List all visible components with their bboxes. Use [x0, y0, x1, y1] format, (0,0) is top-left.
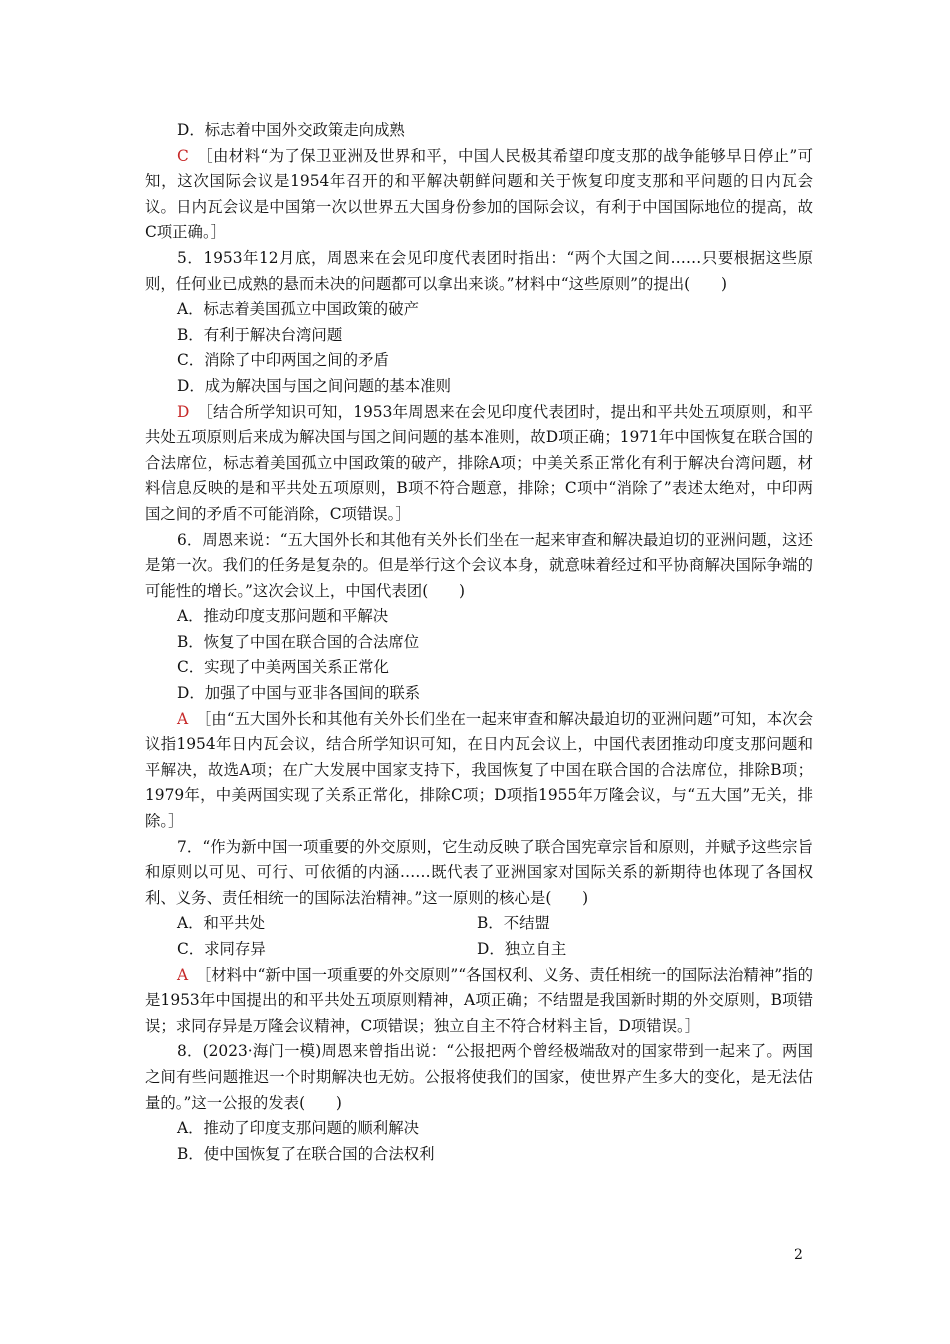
option-6a: A．推动印度支那问题和平解决: [177, 607, 389, 626]
option-5d: D．成为解决国与国之间问题的基本准则: [177, 376, 451, 395]
options-7-row-1: [145, 911, 813, 937]
answer-6: [145, 707, 813, 835]
page-number: 2: [794, 1247, 803, 1263]
option-6c: C．实现了中美两国关系正常化: [177, 658, 389, 677]
answer-7: [145, 963, 813, 1040]
option-6d: D．加强了中国与亚非各国间的联系: [177, 684, 421, 703]
answer-key: A: [177, 965, 189, 984]
option-8b: B．使中国恢复了在联合国的合法权利: [177, 1144, 435, 1163]
options-7-row-2: [145, 937, 813, 963]
option-6b: B．恢复了中国在联合国的合法席位: [177, 632, 420, 651]
answer-explanation: ［材料中“新中国一项重要的外交原则”“各国权利、义务、责任相统一的国际法治精神”指的是1953年中国提出的和平共处五项原则精神，A项正确；不结盟是我国新时期的外交原则，B项错误；求同存异是万隆会议精神，C项错误；独立自主不符合材料主旨，D项错误。］: [145, 965, 813, 1035]
answer-explanation: ［结合所学知识可知，1953年周恩来在会见印度代表团时，提出和平共处五项原则，和平共处五项原则后来成为解决国与国之间问题的基本准则，故D项正确；1971年中国恢复在联合国的合法席位，标志着美国孤立中国政策的破产，排除A项；中美关系正常化有利于解决台湾问题，材料信息反映的是和平共处五项原则，B项不符合题意，排除；C项中“消除了”表述太绝对，中印两国之间的矛盾不可能消除，C项错误。］: [145, 402, 813, 523]
question-5: 5．1953年12月底，周恩来在会见印度代表团时指出：“两个大国之间……只要根据这些原则，任何业已成熟的悬而未决的问题都可以拿出来谈。”材料中“这些原则”的提出( ): [145, 248, 813, 293]
answer-key: C: [177, 146, 189, 165]
answer-key: A: [177, 709, 189, 728]
option-7a: A．和平共处: [177, 914, 266, 933]
question-7: 7．“作为新中国一项重要的外交原则，它生动反映了联合国宪章宗旨和原则，并赋予这些宗旨和原则以可见、可行、可依循的内涵……既代表了亚洲国家对国际关系的新期待也体现了各国权利、义务、责任相统一的国际法治精神。”这一原则的核心是( ): [145, 837, 813, 907]
option-5c: C．消除了中印两国之间的矛盾: [177, 351, 389, 370]
answer-4: [145, 144, 813, 246]
answer-explanation: ［由“五大国外长和其他有关外长们坐在一起来审查和解决最迫切的亚洲问题”可知，本次会议指1954年日内瓦会议，结合所学知识可知，在日内瓦会议上，中国代表团推动印度支那问题和平解决，故选A项；在广大发展中国家支持下，我国恢复了中国在联合国的合法席位，排除B项；1979年，中美两国实现了关系正常化，排除C项；D项指1955年万隆会议，与“五大国”无关，排除。］: [145, 709, 813, 831]
document-body: [145, 118, 813, 1167]
answer-5: [145, 400, 813, 528]
option-7c: C．求同存异: [177, 940, 266, 958]
question-6: 6．周恩来说：“五大国外长和其他有关外长们坐在一起来审查和解决最迫切的亚洲问题，这还是第一次。我们的任务是复杂的。但是举行这个会议本身，就意味着经过和平协商解决国际争端的可能性的增长。”这次会议上，中国代表团( ): [145, 530, 813, 600]
option-7d: D．独立自主: [477, 940, 567, 958]
question-8: 8．(2023·海门一模)周恩来曾指出说：“公报把两个曾经极端敌对的国家带到一起来了。两国之间有些问题推迟一个时期解决也无妨。公报将使我们的国家，使世界产生多大的变化，是无法估量的。”这一公报的发表( ): [145, 1042, 813, 1112]
option-8a: A．推动了印度支那问题的顺利解决: [177, 1119, 419, 1138]
option-7b: B．不结盟: [477, 914, 550, 933]
answer-key: D: [177, 402, 190, 421]
option-5b: B．有利于解决台湾问题: [177, 325, 343, 344]
option-5a: A．标志着美国孤立中国政策的破产: [177, 300, 419, 319]
answer-explanation: ［由材料“为了保卫亚洲及世界和平，中国人民极其希望印度支那的战争能够早日停止”可知，这次国际会议是1954年召开的和平解决朝鲜问题和关于恢复印度支那和平问题的日内瓦会议。日内瓦会议是中国第一次以世界五大国身份参加的国际会议，有利于中国国际地位的提高，故C项正确。］: [145, 146, 813, 242]
option-4d: D．标志着中国外交政策走向成熟: [177, 121, 405, 139]
